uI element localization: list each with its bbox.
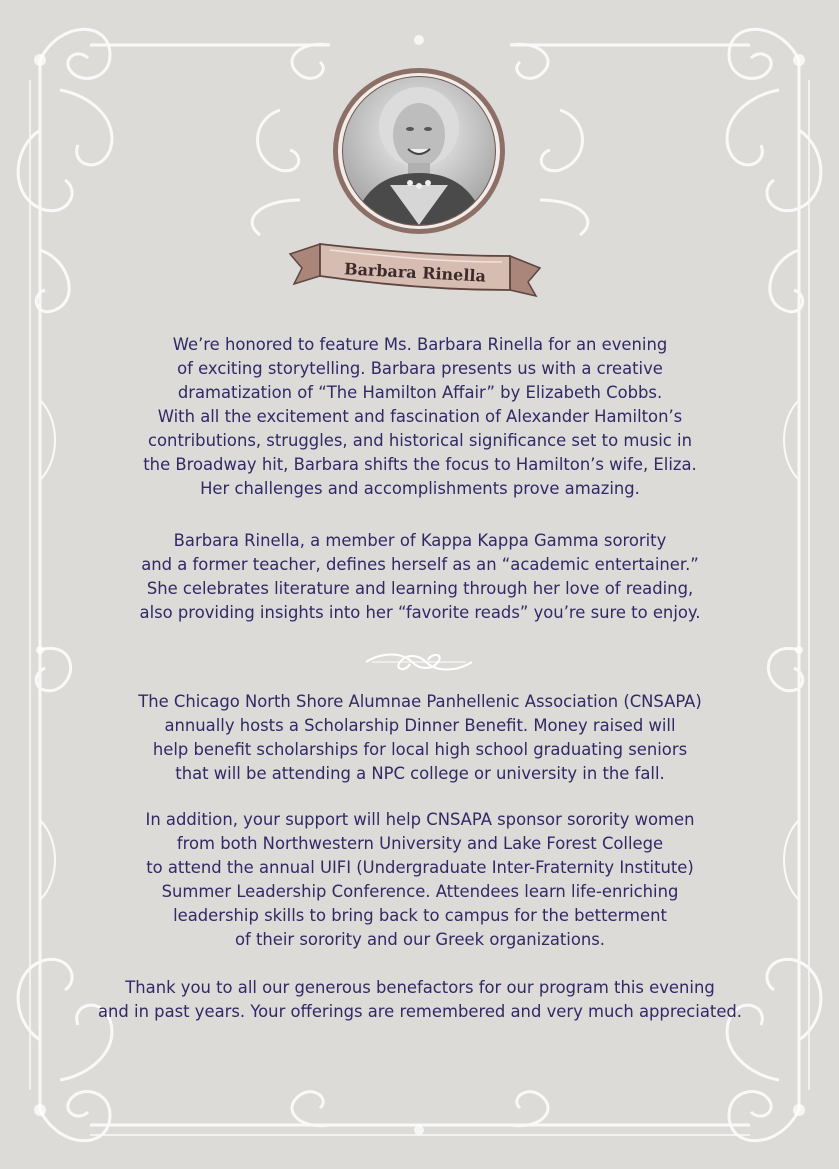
text-line: of exciting storytelling. Barbara presents us with a creative [177, 359, 663, 378]
text-line: dramatization of “The Hamilton Affair” by Elizabeth Cobbs. [177, 383, 663, 402]
thanks-paragraph [70, 976, 770, 1024]
bio-paragraph [90, 529, 750, 625]
text-line: also providing insights into her “favorite reads” you’re sure to enjoy. [139, 603, 701, 622]
text-line: help benefit scholarships for local high school graduating seniors [152, 740, 688, 759]
name-banner-label: Barbara Rinella [343, 259, 487, 286]
text-line: With all the excitement and fascination of Alexander Hamilton’s [157, 407, 683, 426]
text-line: of their sorority and our Greek organizations. [234, 930, 606, 949]
text-line: annually hosts a Scholarship Dinner Benefit. Money raised will [164, 716, 676, 735]
feature-paragraph [90, 333, 750, 501]
text-line: and a former teacher, defines herself as an “academic entertainer.” [141, 555, 699, 574]
text-line: We’re honored to feature Ms. Barbara Rinella for an evening [172, 335, 668, 354]
text-line: Barbara Rinella, a member of Kappa Kappa Gamma sorority [173, 531, 667, 550]
text-line: She celebrates literature and learning through her love of reading, [146, 579, 694, 598]
text-line: The Chicago North Shore Alumnae Panhellenic Association (CNSAPA) [138, 692, 702, 711]
text-line: to attend the annual UIFI (Undergraduate Inter-Fraternity Institute) [146, 858, 694, 877]
text-line: from both Northwestern University and Lake Forest College [176, 834, 664, 853]
text-line: that will be attending a NPC college or university in the fall. [175, 764, 665, 783]
portrait-image [330, 65, 508, 235]
text-line: contributions, struggles, and historical significance set to music in [148, 431, 692, 450]
text-line: In addition, your support will help CNSAPA sponsor sorority women [145, 810, 695, 829]
text-line: the Broadway hit, Barbara shifts the focus to Hamilton’s wife, Eliza. [143, 455, 697, 474]
text-line: leadership skills to bring back to campus for the betterment [173, 906, 667, 925]
association-paragraph [90, 690, 750, 786]
text-line: and in past years. Your offerings are remembered and very much appreciated. [97, 1002, 743, 1021]
text-line: Thank you to all our generous benefactors for our program this evening [125, 978, 715, 997]
flourish-divider-icon [362, 648, 476, 676]
support-paragraph [90, 808, 750, 952]
text-line: Summer Leadership Conference. Attendees learn life-enriching [161, 882, 679, 901]
text-line: Her challenges and accomplishments prove amazing. [200, 479, 640, 498]
